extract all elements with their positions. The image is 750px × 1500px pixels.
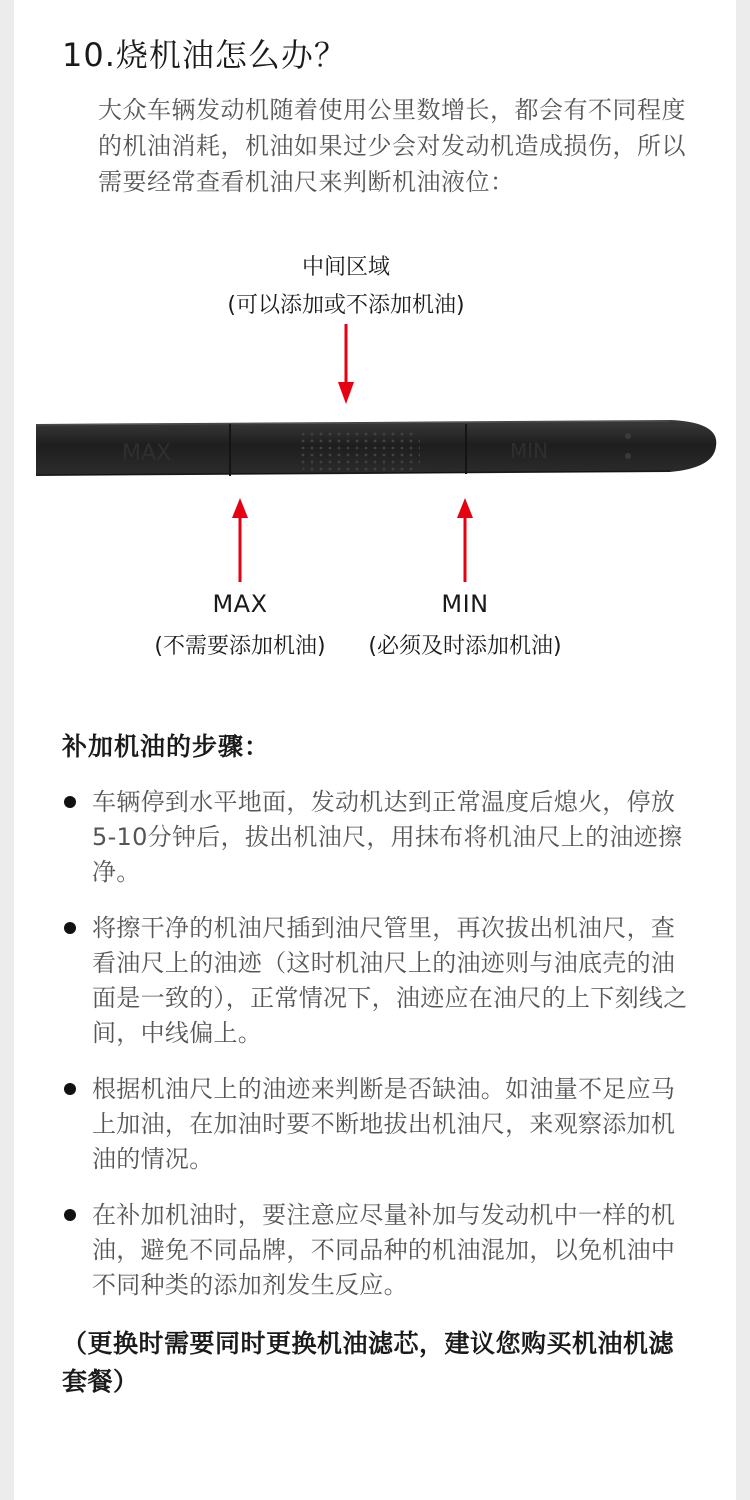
- step-text: 车辆停到水平地面，发动机达到正常温度后熄火，停放5-10分钟后，拔出机油尺，用抹布将机油尺上的油迹擦净。: [92, 788, 683, 886]
- filter-note: （更换时需要同时更换机油滤芯，建议您购买机油机滤套餐）: [62, 1329, 675, 1396]
- bullet-icon: [64, 1209, 76, 1221]
- bullet-icon: [64, 1083, 76, 1095]
- list-item: [62, 911, 692, 1051]
- steps-list: [62, 785, 692, 1324]
- step-text: 根据机油尺上的油迹来判断是否缺油。如油量不足应马上加油，在加油时要不断地拔出机油尺，来观察添加机油的情况。: [92, 1075, 676, 1173]
- page-title: 10.烧机油怎么办？: [62, 36, 347, 74]
- step-text: 在补加机油时，要注意应尽量补加与发动机中一样的机油，避免不同品牌，不同品种的机油混加，以免机油中不同种类的添加剂发生反应。: [92, 1201, 676, 1299]
- bullet-icon: [64, 922, 76, 934]
- middle-zone-label: 中间区域: [301, 255, 391, 280]
- middle-zone-note: (可以添加或不添加机油): [227, 293, 465, 318]
- dipstick-diagram: [0, 240, 750, 670]
- list-item: [62, 785, 692, 890]
- steps-heading: 补加机油的步骤：: [62, 732, 271, 761]
- max-arrow-icon: [230, 498, 250, 582]
- min-note: (必须及时添加机油): [368, 634, 562, 659]
- step-text: 将擦干净的机油尺插到油尺管里，再次拔出机油尺，查看油尺上的油迹（这时机油尺上的油迹则与油底壳的油面是一致的），正常情况下，油迹应在油尺的上下刻线之间，中线偏上。: [92, 914, 688, 1047]
- middle-zone-arrow-icon: [336, 324, 356, 406]
- intro-paragraph: 大众车辆发动机随着使用公里数增长，都会有不同程度的机油消耗，机油如果过少会对发动机造成损伤，所以需要经常查看机油尺来判断机油液位：: [98, 96, 686, 196]
- max-note: (不需要添加机油): [154, 634, 326, 659]
- middle-zone-texture: [300, 430, 420, 472]
- list-item: [62, 1072, 692, 1177]
- list-item: [62, 1198, 692, 1303]
- max-label: MAX: [212, 590, 268, 618]
- min-arrow-icon: [455, 498, 475, 582]
- dipstick-max-mark: MAX: [122, 441, 172, 466]
- bullet-icon: [64, 796, 76, 808]
- dipstick-image: [30, 410, 720, 482]
- dipstick-min-mark: MIN: [510, 439, 549, 463]
- min-label: MIN: [441, 590, 489, 618]
